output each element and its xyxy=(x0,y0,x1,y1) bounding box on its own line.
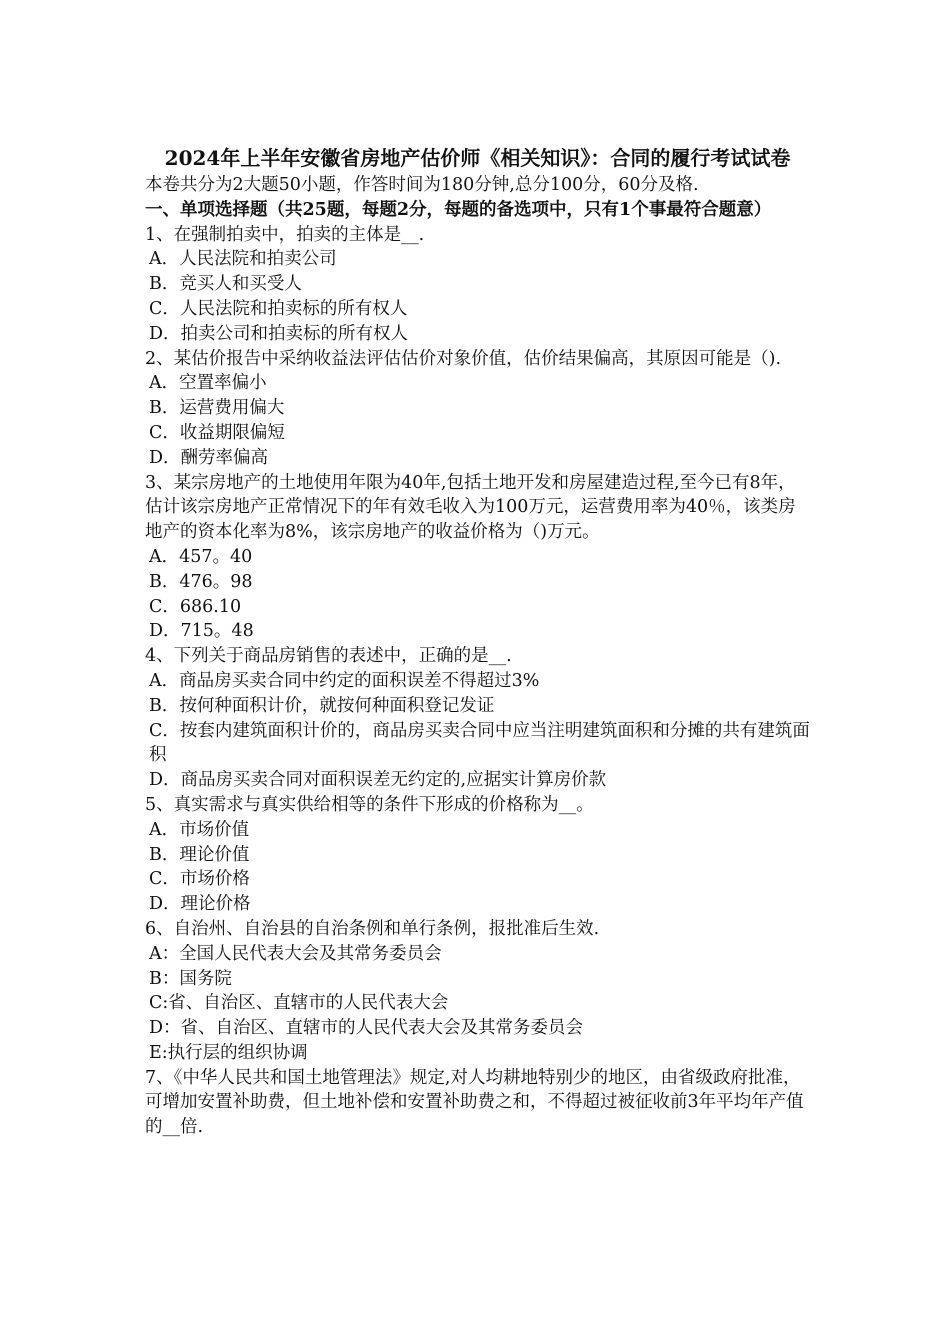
question-6 xyxy=(145,917,810,1066)
option-d: D．715。48 xyxy=(149,621,254,642)
option-b: B．竞买人和买受人 xyxy=(149,274,302,295)
option-e: E:执行层的组织协调 xyxy=(149,1042,308,1063)
option-b: B．运营费用偏大 xyxy=(149,398,285,419)
option-d: D．理论价格 xyxy=(149,894,251,915)
question-stem: 2、某估价报告中采纳收益法评估估价对象价值，估价结果偏高，其原因可能是（). xyxy=(145,348,782,369)
question-1 xyxy=(145,223,810,347)
question-stem: 5、真实需求与真实供给相等的条件下形成的价格称为__。 xyxy=(145,794,594,815)
option-a: A．人民法院和拍卖公司 xyxy=(149,249,337,270)
option-b: B．理论价值 xyxy=(149,844,250,865)
option-b: B．按何种面积计价，就按何种面积登记发证 xyxy=(149,695,495,716)
question-5 xyxy=(145,793,810,917)
option-d: D．拍卖公司和拍卖标的所有权人 xyxy=(149,323,409,344)
option-a: A．商品房买卖合同中约定的面积误差不得超过3% xyxy=(149,670,540,691)
exam-intro: 本卷共分为2大题50小题，作答时间为180分钟,总分100分，60分及格. xyxy=(145,175,699,195)
option-c: C．686.10 xyxy=(149,596,242,617)
option-c: C．按套内建筑面积计价的，商品房买卖合同中应当注明建筑面积和分摊的共有建筑面积 xyxy=(149,720,810,766)
question-7 xyxy=(145,1066,810,1140)
option-a: A．457。40 xyxy=(149,546,253,567)
document-title: 2024年上半年安徽省房地产估价师《相关知识》：合同的履行考试试卷 xyxy=(164,146,791,170)
question-stem: 3、某宗房地产的土地使用年限为40年,包括土地开发和房屋建造过程,至今已有8年，估计该宗房地产正常情况下的年有效毛收入为100万元，运营费用率为40％，该类房地产的资本化率为8%，该宗房地产的收益价格为（)万元。 xyxy=(145,472,796,543)
option-c: C．人民法院和拍卖标的所有权人 xyxy=(149,298,408,319)
option-b: B：国务院 xyxy=(149,968,232,989)
option-c: C:省、自治区、直辖市的人民代表大会 xyxy=(149,993,449,1014)
option-a: A．空置率偏小 xyxy=(149,373,267,394)
option-c: C．市场价格 xyxy=(149,869,250,890)
option-a: A．市场价值 xyxy=(149,819,250,840)
question-stem: 4、下列关于商品房销售的表述中，正确的是__. xyxy=(145,646,512,667)
option-c: C．收益期限偏短 xyxy=(149,422,285,443)
section-heading: 一、单项选择题（共25题，每题2分，每题的备选项中，只有1个事最符合题意） xyxy=(145,199,772,220)
question-stem: 1、在强制拍卖中，拍卖的主体是__. xyxy=(145,224,425,245)
option-d: D：省、自治区、直辖市的人民代表大会及其常务委员会 xyxy=(149,1018,584,1039)
question-3 xyxy=(145,471,810,645)
question-stem: 6、自治州、自治县的自治条例和单行条例，报批准后生效. xyxy=(145,918,600,939)
question-2 xyxy=(145,347,810,471)
option-a: A：全国人民代表大会及其常务委员会 xyxy=(149,943,442,964)
question-4 xyxy=(145,644,810,793)
document-body xyxy=(145,145,810,1140)
option-d: D．酬劳率偏高 xyxy=(149,447,269,468)
question-stem: 7、《中华人民共和国土地管理法》规定,对人均耕地特别少的地区，由省级政府批准，可增加安置补助费，但土地补偿和安置补助费之和，不得超过被征收前3年平均年产值的__倍. xyxy=(145,1067,804,1138)
option-b: B．476。98 xyxy=(149,571,253,592)
option-d: D．商品房买卖合同对面积误差无约定的,应据实计算房价款 xyxy=(149,770,607,791)
